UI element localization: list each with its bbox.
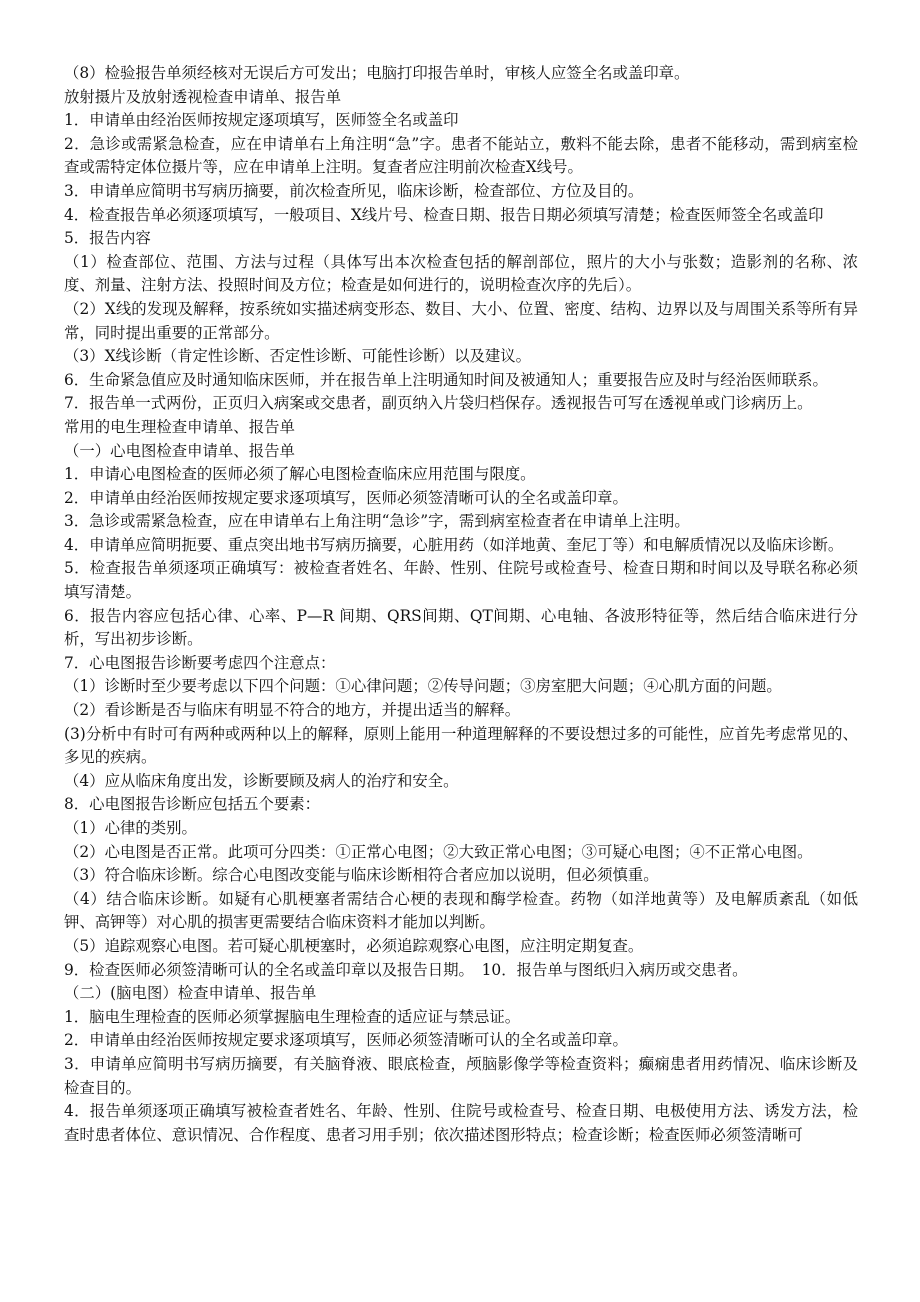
text-line: （5）追踪观察心电图。若可疑心肌梗塞时，必须追踪观察心电图，应注明定期复查。 xyxy=(64,936,644,955)
text-line: （2）看诊断是否与临床有明显不符合的地方，并提出适当的解释。 xyxy=(64,701,521,720)
text-line: （4）结合临床诊断。如疑有心肌梗塞者需结合心梗的表现和酶学检查。药物（如洋地黄等）及电解质紊乱（如低钾、高钾等）对心肌的损害更需要结合临床资料才能加以判断。 xyxy=(64,889,858,932)
text-line: （3）X线诊断（肯定性诊断、否定性诊断、可能性诊断）以及建议。 xyxy=(64,347,532,366)
text-line: 7．报告单一式两份，正页归入病案或交患者，副页纳入片袋归档保存。透视报告可写在透视单或门诊病历上。 xyxy=(64,394,813,413)
text-line: 4．检查报告单必须逐项填写，一般项目、X线片号、检查日期、报告日期必须填写清楚；检查医师签全名或盖印 xyxy=(64,205,824,224)
section-heading: 放射摄片及放射透视检查申请单、报告单 xyxy=(64,87,342,106)
text-line: 1．申请心电图检查的医师必须了解心电图检查临床应用范围与限度。 xyxy=(64,465,536,484)
text-line: 7．心电图报告诊断要考虑四个注意点： xyxy=(64,653,336,672)
text-line: （8）检验报告单须经核对无误后方可发出；电脑打印报告单时，审核人应签全名或盖印章。 xyxy=(64,64,690,82)
text-line: 6．报告内容应包括心律、心率、P—R 间期、QRS间期、QT间期、心电轴、各波形特征等，然后结合临床进行分析，写出初步诊断。 xyxy=(64,606,858,649)
text-line: 1．脑电生理检查的医师必须掌握脑电生理检查的适应证与禁忌证。 xyxy=(64,1007,521,1026)
text-line: 9．检查医师必须签清晰可认的全名或盖印章以及报告日期。 10．报告单与图纸归入病历或交患者。 xyxy=(64,960,748,979)
text-line: 1．申请单由经治医师按规定逐项填写，医师签全名或盖印 xyxy=(64,111,459,130)
text-line: （2）X线的发现及解释，按系统如实描述病变形态、数目、大小、位置、密度、结构、边界以及与周围关系等所有异常，同时提出重要的正常部分。 xyxy=(64,299,858,342)
text-line: （1）心律的类别。 xyxy=(64,819,197,837)
text-line: 2．申请单由经治医师按规定要求逐项填写，医师必须签清晰可认的全名或盖印章。 xyxy=(64,488,628,507)
text-line: （4）应从临床角度出发，诊断要顾及病人的治疗和安全。 xyxy=(64,771,459,790)
text-line: (3)分析中有时可有两种或两种以上的解释，原则上能用一种道理解释的不要设想过多的可能性，应首先考虑常见的、多见的疾病。 xyxy=(64,724,858,767)
subsection-heading: （二）(脑电图）检查申请单、报告单 xyxy=(64,984,317,1003)
text-line: 2．申请单由经治医师按规定要求逐项填写，医师必须签清晰可认的全名或盖印章。 xyxy=(64,1031,628,1050)
text-line: 2．急诊或需紧急检查，应在申请单右上角注明“急”字。患者不能站立，敷料不能去除，患者不能移动，需到病室检查或需特定体位摄片等，应在申请单上注明。复查者应注明前次检查X线号。 xyxy=(64,134,858,177)
subsection-heading: （一）心电图检查申请单、报告单 xyxy=(64,441,295,460)
text-line: 4．报告单须逐项正确填写被检查者姓名、年龄、性别、住院号或检查号、检查日期、电极使用方法、诱发方法，检查时患者体位、意识情况、合作程度、患者习用手别；依次描述图形特点；检查诊断；检查医师必须签清晰可 xyxy=(64,1102,858,1144)
text-line: （1）检查部位、范围、方法与过程（具体写出本次检查包括的解剖部位，照片的大小与张数；造影剂的名称、浓度、剂量、注射方法、投照时间及方位；检查是如何进行的，说明检查次序的先后）。 xyxy=(64,252,858,295)
text-line: 4．申请单应简明扼要、重点突出地书写病历摘要，心脏用药（如洋地黄、奎尼丁等）和电解质情况以及临床诊断。 xyxy=(64,535,844,554)
text-line: （2）心电图是否正常。此项可分四类：①正常心电图；②大致正常心电图；③可疑心电图；④不正常心电图。 xyxy=(64,842,813,861)
text-line: 3．申请单应简明书写病历摘要，前次检查所见，临床诊断，检查部位、方位及目的。 xyxy=(64,181,644,200)
text-line: 6．生命紧急值应及时通知临床医师，并在报告单上注明通知时间及被通知人；重要报告应及时与经治医师联系。 xyxy=(64,370,828,389)
text-line: （3）符合临床诊断。综合心电图改变能与临床诊断相符合者应加以说明，但必须慎重。 xyxy=(64,866,659,885)
section-heading: 常用的电生理检查申请单、报告单 xyxy=(64,417,295,436)
text-line: （1）诊断时至少要考虑以下四个问题：①心律问题；②传导问题；③房室肥大问题；④心肌方面的问题。 xyxy=(64,677,782,696)
text-line: 3．急诊或需紧急检查，应在申请单右上角注明“急诊”字，需到病室检查者在申请单上注明。 xyxy=(64,512,690,531)
text-line: 5．报告内容 xyxy=(64,229,151,248)
text-line: 8．心电图报告诊断应包括五个要素： xyxy=(64,795,321,814)
text-line: 3．申请单应简明书写病历摘要，有关脑脊液、眼底检查，颅脑影像学等检查资料；癫痫患者用药情况、临床诊断及检查目的。 xyxy=(64,1054,858,1097)
text-line: 5．检查报告单须逐项正确填写：被检查者姓名、年龄、性别、住院号或检查号、检查日期和时间以及导联名称必须填写清楚。 xyxy=(64,559,858,602)
